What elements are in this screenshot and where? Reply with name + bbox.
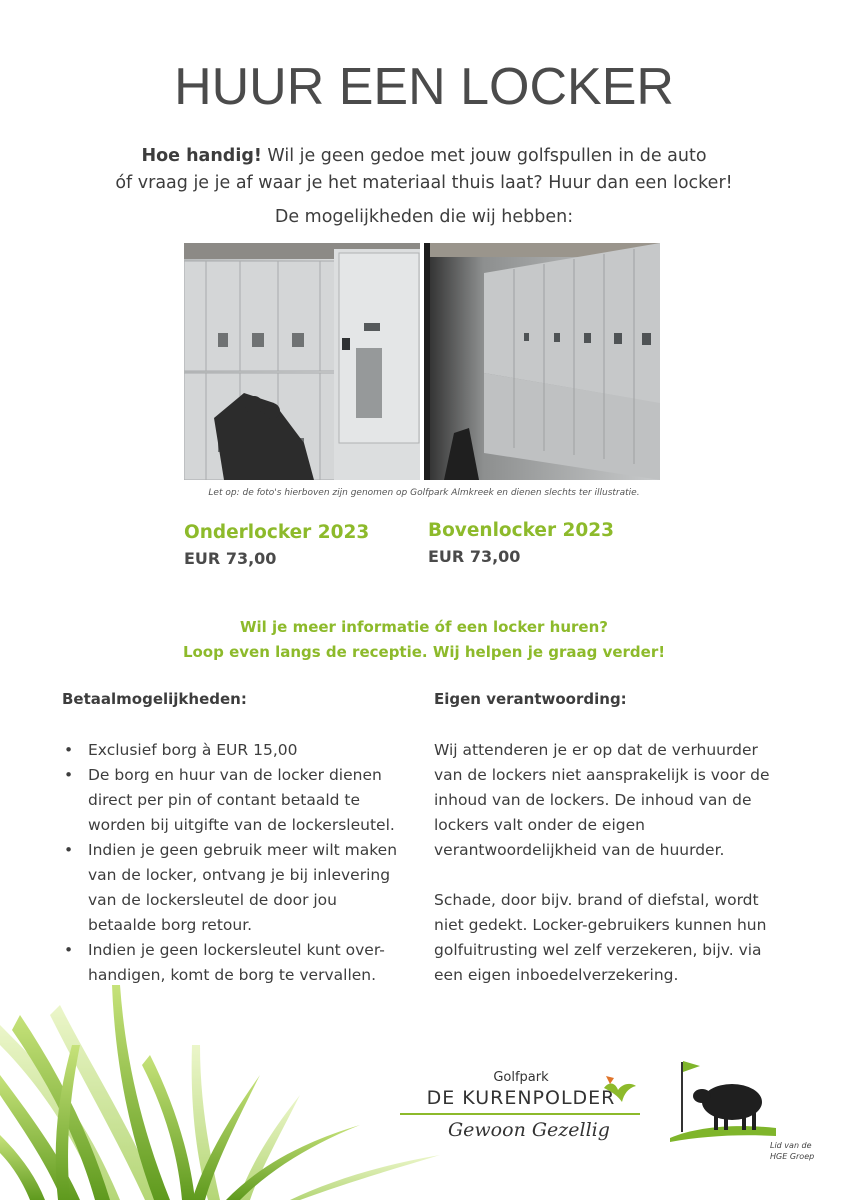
sheep-flag-icon — [668, 1058, 778, 1143]
list-item: • Indien je geen lockersleutel kunt over-handigen, komt de borg te vervallen. — [88, 938, 407, 988]
page-title: HUUR EEN LOCKER — [174, 58, 674, 116]
bird-icon — [600, 1070, 640, 1110]
logo-divider — [400, 1113, 640, 1115]
member-line2: HGE Groep — [770, 1152, 815, 1161]
member-line1: Lid van de — [770, 1141, 812, 1150]
payment-heading: Betaalmogelijkheden: — [62, 690, 247, 708]
options-intro: De mogelijkheden die wij hebben: — [274, 207, 574, 227]
payment-list-wrap — [62, 738, 407, 988]
info-line1: Wil je meer informatie óf een locker huren? — [239, 618, 608, 636]
locker-photo-left — [184, 243, 420, 480]
intro-text — [80, 143, 768, 197]
intro-line1: Wil je geen gedoe met jouw golfspullen in de auto — [261, 146, 707, 166]
price-item-onderlocker — [184, 522, 414, 568]
price-value: EUR 73,00 — [184, 549, 277, 568]
price-value: EUR 73,00 — [428, 547, 521, 566]
locker-photo-right — [424, 243, 660, 480]
list-item: • Indien je geen gebruik meer wilt maken van de locker, ontvang je bij inlevering van de lockersleutel de door jou betaalde borg retour. — [88, 838, 407, 938]
responsibility-heading: Eigen verantwoording: — [434, 690, 627, 708]
price-name: Onderlocker 2023 — [184, 522, 370, 543]
list-item: • Exclusief borg à EUR 15,00 — [88, 738, 407, 763]
payment-list — [62, 738, 407, 988]
logo-small-text: Golfpark — [493, 1070, 549, 1085]
price-item-bovenlocker — [428, 520, 658, 566]
intro-bold-lead: Hoe handig! — [141, 146, 262, 166]
responsibility-text — [434, 738, 779, 988]
intro-line2: óf vraag je je af waar je het materiaal thuis laat? Huur dan een locker! — [115, 173, 733, 193]
list-item: • De borg en huur van de locker dienen direct per pin of contant betaald te worden bij uitgifte van de lockersleutel. — [88, 763, 407, 838]
info-line2: Loop even langs de receptie. Wij helpen je graag verder! — [182, 643, 666, 661]
photo-caption: Let op: de foto's hierboven zijn genomen op Golfpark Almkreek en dienen slechts ter illustratie. — [208, 488, 640, 498]
logo-tagline: Gewoon Gezellig — [448, 1119, 610, 1141]
responsibility-para2: Schade, door bijv. brand of diefstal, wordt niet gedekt. Locker-gebruikers kunnen hun golfuitrusting wel zelf verzekeren, bijv. via een eigen inboedelverzekering. — [434, 891, 767, 984]
member-text — [770, 1140, 830, 1162]
price-name: Bovenlocker 2023 — [428, 520, 615, 541]
responsibility-para1: Wij attenderen je er op dat de verhuurder van de lockers niet aansprakelijk is voor de inhoud van de lockers. De inhoud van de lockers valt onder de eigen verantwoordelijkheid van de huurder. — [434, 741, 770, 859]
logo-big-text: DE KURENPOLDER — [426, 1087, 616, 1109]
